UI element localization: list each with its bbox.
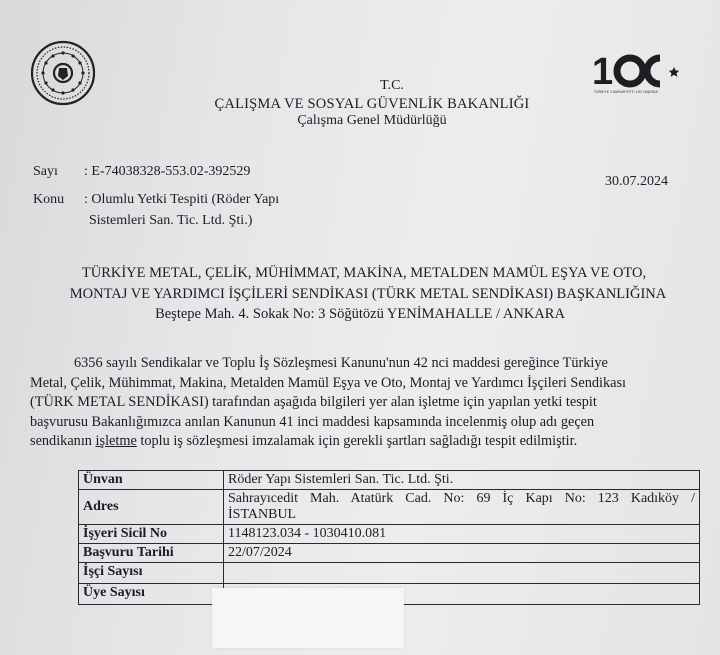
document-date: 30.07.2024	[605, 174, 668, 189]
sayi-label: Sayı	[33, 164, 58, 179]
body-line-1: 6356 sayılı Sendikalar ve Toplu İş Sözleşmesi Kanunu'nun 42 nci maddesi gereğince Türkiye	[74, 355, 608, 371]
adres-value	[224, 490, 700, 525]
sicil-value: 1148123.034 - 1030410.081	[224, 525, 700, 544]
isci-label: İşçi Sayısı	[79, 563, 224, 584]
body-line-2: Metal, Çelik, Mühimmat, Makina, Metalden Mamül Eşya ve Oto, Montaj ve Yardımcı İşçileri Sendikası	[30, 374, 627, 391]
body-line-3: (TÜRK METAL SENDİKASI) tarafından aşağıda bilgileri yer alan işletme için yapılan yetki tespit	[30, 394, 597, 410]
addressee-line-2: MONTAJ VE YARDIMCI İŞÇİLERİ SENDİKASI (TÜRK METAL SENDİKASI) BAŞKANLIĞINA	[69, 286, 667, 302]
tarih-label: Başvuru Tarihi	[79, 544, 224, 563]
konu-line-2: Sistemleri San. Tic. Ltd. Şti.)	[89, 213, 253, 228]
svg-text:1: 1	[592, 51, 611, 90]
uye-label: Üye Sayısı	[79, 584, 224, 605]
body-line-4: başvurusu Bakanlığımızca anılan Kanunun 41 inci maddesi kapsamında incelenmiş olup adı geçen	[30, 413, 595, 430]
centennial-subtitle: TÜRKİYE CUMHURİYETİ 100 YAŞINDA	[594, 90, 658, 94]
addressee-line-1: TÜRKİYE METAL, ÇELİK, MÜHİMMAT, MAKİNA, METALDEN MAMÜL EŞYA VE OTO,	[81, 265, 647, 281]
sayi-value: : E-74038328-553.02-392529	[84, 164, 251, 179]
body-line-5-underlined: işletme	[95, 433, 137, 449]
table-row	[79, 490, 700, 525]
body-line-5	[30, 432, 678, 452]
isci-value	[224, 563, 700, 584]
unvan-label: Ünvan	[79, 471, 224, 490]
table-row	[79, 471, 700, 490]
sicil-label: İşyeri Sicil No	[79, 525, 224, 544]
tarih-value: 22/07/2024	[224, 544, 700, 563]
header-tc: T.C.	[380, 78, 404, 93]
header-department: Çalışma Genel Müdürlüğü	[297, 113, 447, 128]
header-ministry: ÇALIŞMA VE SOSYAL GÜVENLİK BAKANLIĞI	[214, 96, 530, 112]
establishment-info-table	[78, 470, 700, 605]
body-line-5b: toplu iş sözleşmesi imzalamak için gerekli şartları sağladığı tespit edilmiştir.	[136, 433, 578, 449]
body-paragraph	[30, 354, 678, 452]
adres-value-line-1: Sahrayıcedit Mah. Atatürk Cad. No: 69 İç Kapı No: 123 Kadıköy /	[228, 491, 695, 506]
addressee-line-3: Beştepe Mah. 4. Sokak No: 3 Söğütözü YENİMAHALLE / ANKARA	[155, 306, 565, 322]
konu-label: Konu	[33, 192, 65, 207]
unvan-value: Röder Yapı Sistemleri San. Tic. Ltd. Şti.	[224, 471, 700, 490]
adres-value-line-2: İSTANBUL	[228, 507, 297, 522]
table-row	[79, 525, 700, 544]
table-row	[79, 563, 700, 584]
redaction-sticker	[212, 588, 404, 648]
adres-label: Adres	[79, 490, 224, 525]
table-row	[79, 544, 700, 563]
body-line-5a: sendikanın	[30, 433, 96, 449]
konu-line-1: : Olumlu Yetki Tespiti (Röder Yapı	[84, 192, 280, 207]
